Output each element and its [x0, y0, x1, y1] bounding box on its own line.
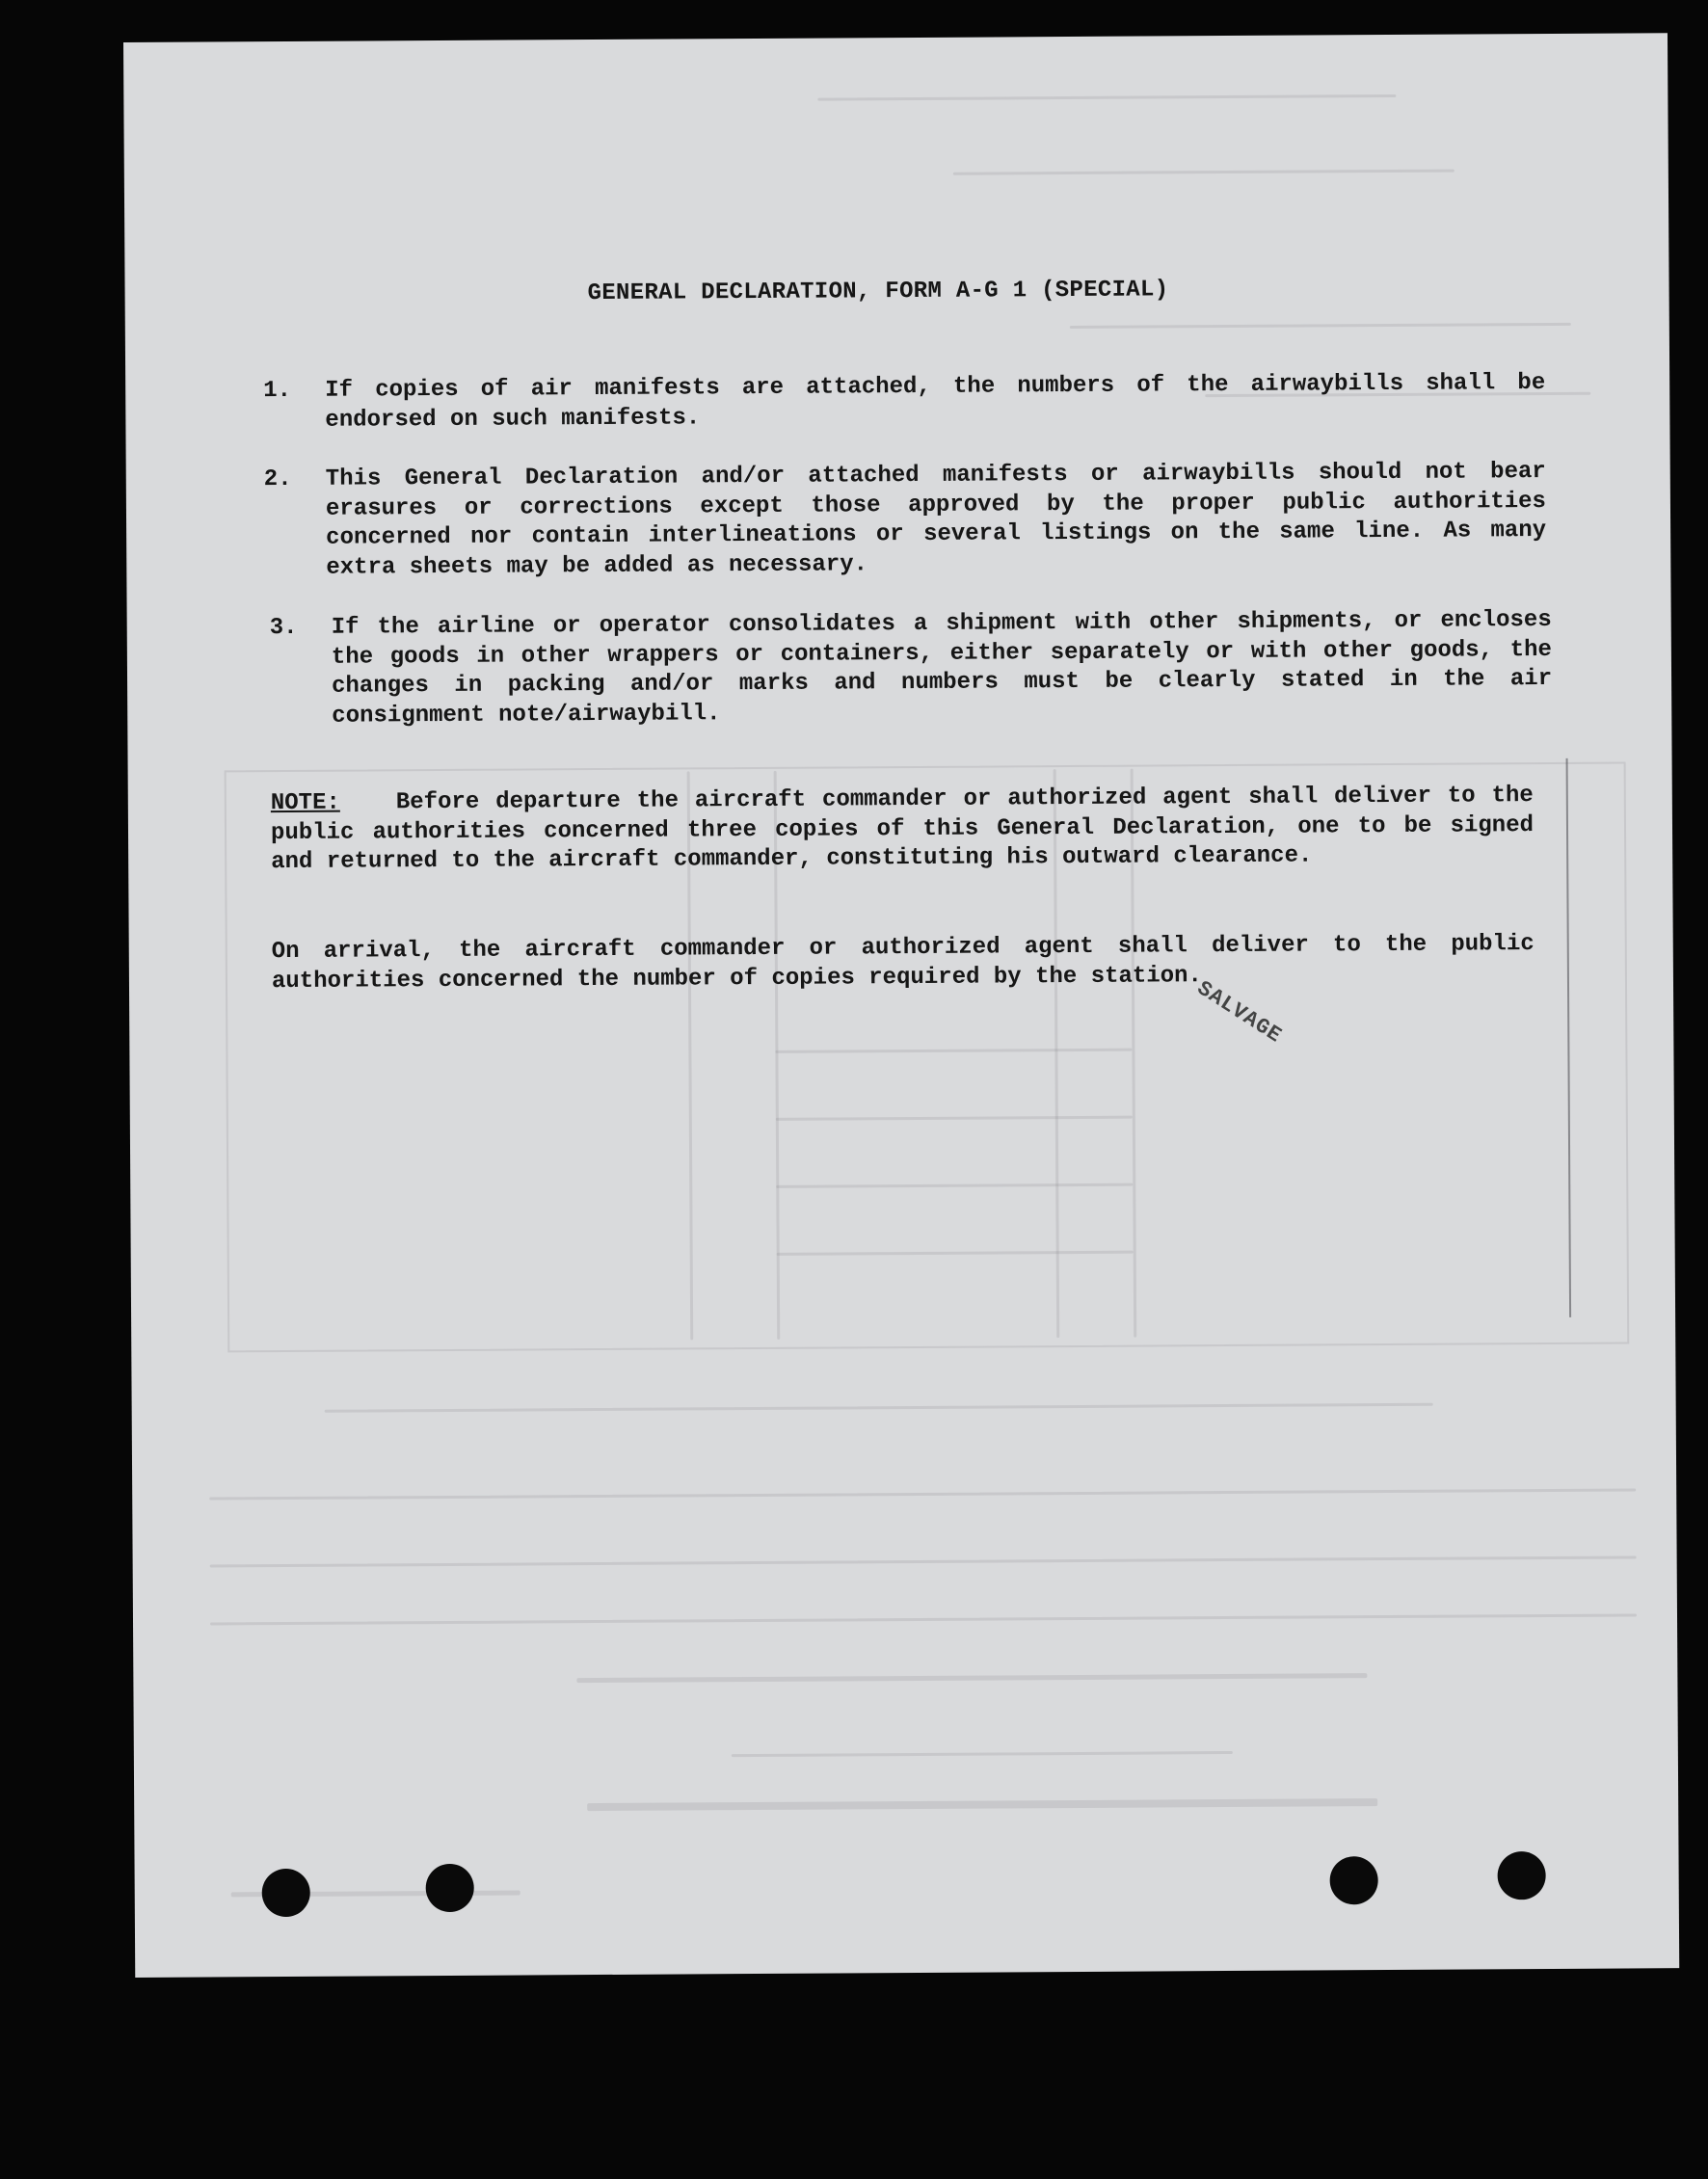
table-border-line: [1566, 758, 1572, 1317]
item-number: 1.: [263, 377, 292, 405]
list-item: [263, 369, 1545, 436]
bleed-through-artifacts: [123, 33, 1679, 1978]
punch-hole: [262, 1869, 310, 1917]
list-item: [270, 606, 1553, 731]
item-text: This General Declaration and/or attached manifests or airwaybills should not bear erasures or corrections except those approved by the proper public authorities concerned nor contain interlineations or several listings on the same line. As many extra sheets may be added as necessary.: [325, 458, 1547, 581]
item-text: If copies of air manifests are attached, the numbers of the airwaybills shall be endorsed on such manifests.: [325, 369, 1546, 434]
note-label: NOTE:: [270, 789, 340, 817]
document-page: [123, 33, 1679, 1978]
punch-hole: [1330, 1856, 1378, 1904]
document-title: GENERAL DECLARATION, FORM A-G 1 (SPECIAL): [587, 277, 1169, 307]
punch-hole: [1497, 1851, 1545, 1900]
note-paragraph: [271, 782, 1535, 878]
punch-hole: [426, 1864, 474, 1912]
note-text: Before departure the aircraft commander or authorized agent shall deliver to the public authorities concerned three copies of this General Declaration, one to be signed and returned to the aircraft commander, constituting his outward clearance.: [270, 783, 1535, 876]
item-text: If the airline or operator consolidates a shipment with other shipments, or encloses the goods in other wrappers or containers, either separately or with other goods, the changes in packing and/or marks and numbers must be clearly stated in the air consignment note/airwaybill.: [331, 606, 1553, 730]
item-number: 3.: [269, 614, 298, 642]
item-number: 2.: [263, 465, 292, 493]
list-item: [264, 458, 1547, 583]
salvage-stamp: SALVAGE: [1192, 976, 1287, 1049]
arrival-paragraph: On arrival, the aircraft commander or authorized agent shall deliver to the public authorities concerned the number of copies required by the station.: [271, 931, 1535, 995]
